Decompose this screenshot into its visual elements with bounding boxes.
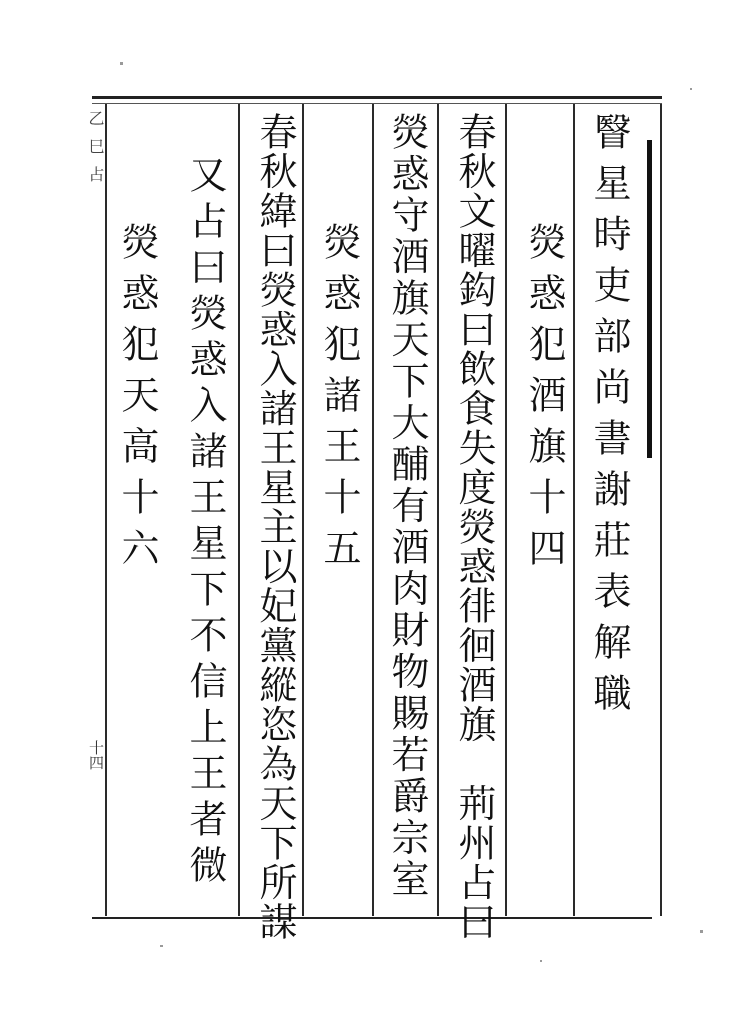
column-divider	[437, 104, 439, 916]
column-divider	[302, 104, 304, 916]
frame-top-border	[92, 96, 662, 99]
text-column-8: 熒惑犯天高十六	[115, 222, 159, 579]
text-column-6: 春秋緯曰熒惑入諸王星主以妃黨縱恣為天下所謀	[253, 112, 297, 942]
column-divider	[238, 104, 240, 916]
text-column-3: 春秋文曜鈎曰飲食失度熒惑徘徊酒旗 荊州占曰	[452, 112, 496, 942]
margin-book-title: 乙巳占	[86, 110, 105, 194]
text-column-7: 又占曰熒惑入諸王星下不信上王者微	[183, 155, 227, 891]
text-column-5: 熒惑犯諸王十五	[317, 222, 361, 579]
text-column-2: 熒惑犯酒旗十四	[522, 222, 566, 579]
frame-bottom-border	[92, 917, 652, 919]
text-column-1: 瞖星時吏部尚書謝莊表解職	[587, 112, 631, 724]
page-edge-bar	[647, 140, 652, 458]
frame-top-inner-border	[92, 103, 662, 104]
page-number: 十四	[87, 740, 105, 770]
column-divider	[573, 104, 575, 916]
column-divider	[372, 104, 374, 916]
column-divider	[660, 104, 662, 916]
text-column-4: 熒惑守酒旗天下大酺有酒肉財物賜若爵宗室	[385, 112, 429, 901]
column-divider	[105, 104, 107, 916]
column-divider	[505, 104, 507, 916]
